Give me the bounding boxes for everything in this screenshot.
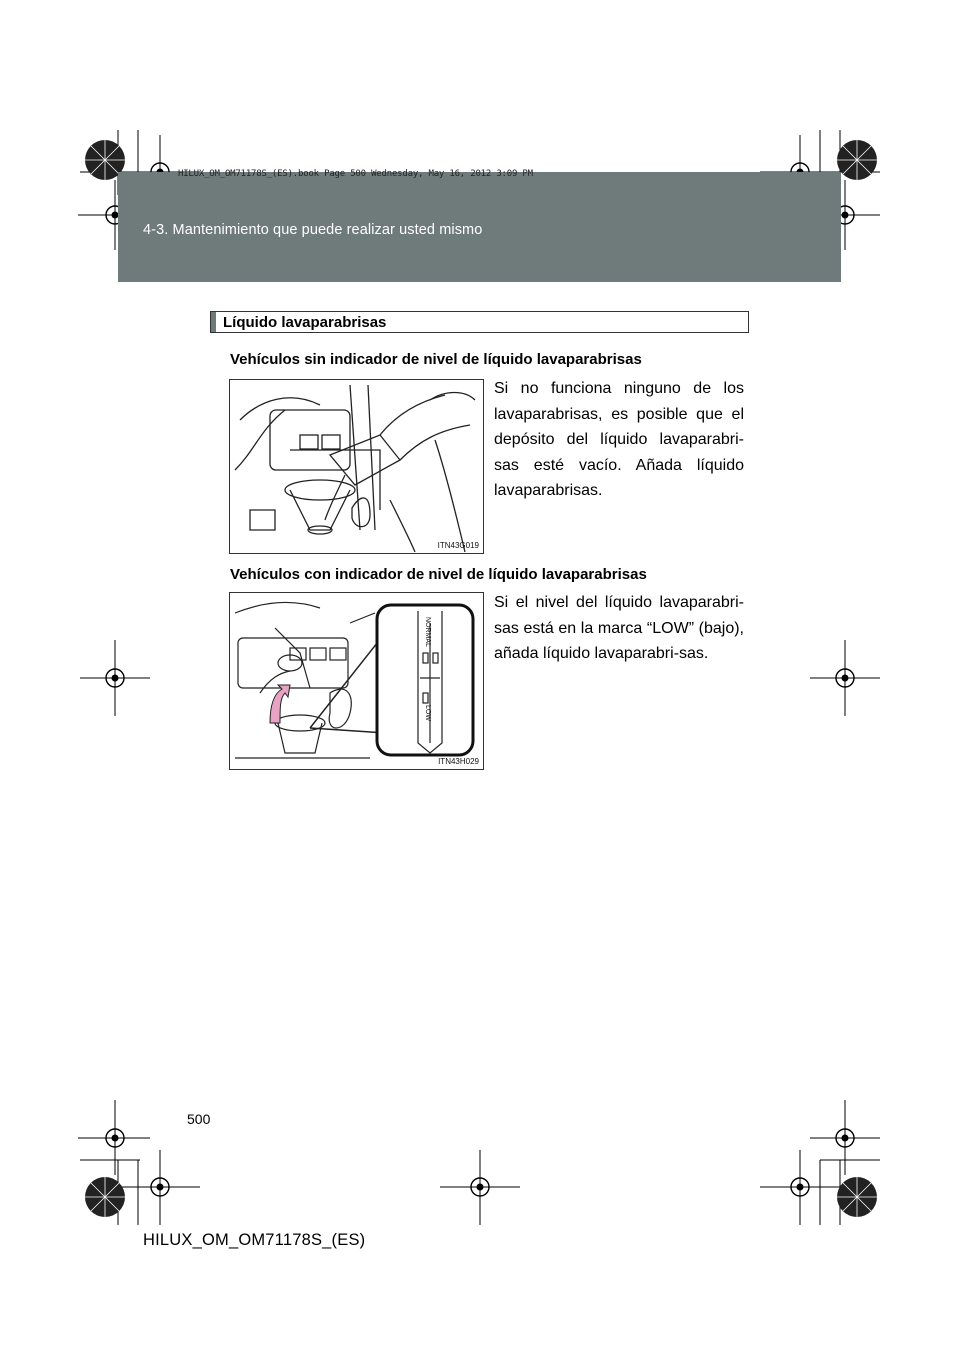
topic-title: Líquido lavaparabrisas <box>223 314 387 331</box>
page-number: 500 <box>187 1111 211 1127</box>
fill-arrow-icon <box>270 685 290 723</box>
document-code: HILUX_OM_OM71178S_(ES) <box>143 1231 366 1249</box>
section-2-text: Si el nivel del líquido lavaparabri-sas está en la marca “LOW” (bajo), añada líquido lavaparabri-sas. <box>494 594 744 662</box>
figure-washer-fill-with-gauge <box>229 592 484 770</box>
figure-washer-fill-no-gauge <box>229 379 484 554</box>
gauge-label-normal: NORMAL <box>424 617 431 647</box>
book-stamp: HILUX_OM_OM71178S_(ES).book Page 500 Wednesday, May 16, 2012 3:09 PM <box>178 169 533 179</box>
figure-1-code: ITN43G019 <box>437 541 479 550</box>
topic-title-bar <box>211 312 216 332</box>
section-title: 4-3. Mantenimiento que puede realizar usted mismo <box>143 222 483 238</box>
gauge-label-low: LOW <box>424 705 431 721</box>
topic-title-box <box>210 311 749 333</box>
illustration-pouring-fluid <box>230 380 483 553</box>
section-1-text: Si no funciona ninguno de los lavaparabrisas, es posible que el depósito del líquido lavaparabri-sas esté vacío. Añada líquido lavaparabrisas. <box>494 380 744 499</box>
figure-2-code: ITN43H029 <box>438 757 479 766</box>
illustration-level-gauge <box>230 593 483 769</box>
section-2-heading: Vehículos con indicador de nivel de líquido lavaparabrisas <box>230 566 647 583</box>
section-1-heading: Vehículos sin indicador de nivel de líquido lavaparabrisas <box>230 351 642 368</box>
